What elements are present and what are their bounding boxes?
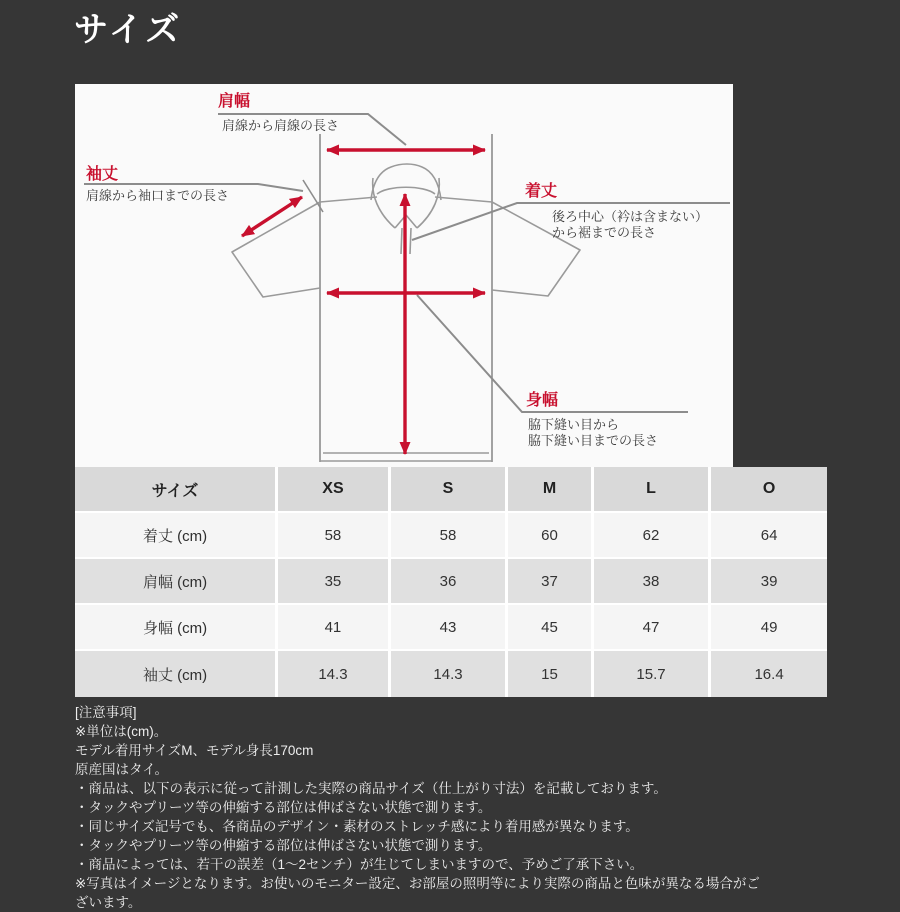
note-line: ・商品によっては、若干の誤差（1〜2センチ）が生じてしまいますので、予めご了承下さい。 <box>75 857 644 872</box>
size-value-cell: 60 <box>508 513 594 559</box>
size-value-cell: 15 <box>508 651 594 697</box>
note-line: ・同じサイズ記号でも、各商品のデザイン・素材のストレッチ感により着用感が異なります。 <box>75 819 639 834</box>
size-value-cell: 39 <box>711 559 827 605</box>
row-label: 肩幅 (cm) <box>75 559 278 605</box>
size-value-cell: 58 <box>278 513 391 559</box>
page-title: サイズ <box>74 11 183 49</box>
col-header-l: L <box>594 467 711 513</box>
note-line: ※単位は(cm)。 <box>75 724 168 739</box>
col-header-o: O <box>711 467 827 513</box>
row-label: 袖丈 (cm) <box>75 651 278 697</box>
desc-body-length: 後ろ中心（衿は含まない） から裾までの長さ <box>552 209 709 240</box>
size-table <box>75 467 827 697</box>
size-value-cell: 14.3 <box>278 651 391 697</box>
col-header-xs: XS <box>278 467 391 513</box>
label-shoulder-width: 肩幅 <box>218 93 251 110</box>
shirt-diagram-graphic <box>75 84 733 467</box>
size-value-cell: 35 <box>278 559 391 605</box>
col-header-s: S <box>391 467 508 513</box>
size-value-cell: 64 <box>711 513 827 559</box>
size-value-cell: 16.4 <box>711 651 827 697</box>
size-value-cell: 37 <box>508 559 594 605</box>
table-row-body-length <box>75 513 827 559</box>
note-line: ・タックやプリーツ等の伸縮する部位は伸ばさない状態で測ります。 <box>75 838 492 853</box>
table-row-sleeve-length <box>75 651 827 697</box>
size-value-cell: 47 <box>594 605 711 651</box>
row-label: 着丈 (cm) <box>75 513 278 559</box>
note-line: ・商品は、以下の表示に従って計測した実際の商品サイズ（仕上がり寸法）を記載しております。 <box>75 781 667 796</box>
desc-sleeve-length: 肩線から袖口までの長さ <box>86 188 230 203</box>
size-value-cell: 45 <box>508 605 594 651</box>
col-header-m: M <box>508 467 594 513</box>
caution-notes <box>75 703 890 912</box>
table-row-body-width <box>75 605 827 651</box>
row-label: 身幅 (cm) <box>75 605 278 651</box>
label-body-width: 身幅 <box>526 392 559 409</box>
size-value-cell: 43 <box>391 605 508 651</box>
note-line: ざいます。 <box>75 895 142 910</box>
table-row-shoulder-width <box>75 559 827 605</box>
note-line: モデル着用サイズM、モデル身長170cm <box>75 743 314 758</box>
size-value-cell: 41 <box>278 605 391 651</box>
desc-body-width: 脇下縫い目から 脇下縫い目までの長さ <box>528 417 659 448</box>
col-header-size: サイズ <box>75 467 278 513</box>
size-value-cell: 62 <box>594 513 711 559</box>
note-line: ※写真はイメージとなります。お使いのモニター設定、お部屋の照明等により実際の商品と色味が異なる場合がご <box>75 876 760 891</box>
desc-shoulder-width: 肩線から肩線の長さ <box>222 118 340 133</box>
label-pointer-lines <box>84 114 730 412</box>
size-value-cell: 14.3 <box>391 651 508 697</box>
label-sleeve-length: 袖丈 <box>86 166 119 183</box>
measurement-diagram <box>75 84 733 467</box>
note-line: [注意事項] <box>75 705 137 720</box>
note-line: 原産国はタイ。 <box>75 762 169 777</box>
label-body-length: 着丈 <box>525 183 558 200</box>
size-value-cell: 58 <box>391 513 508 559</box>
size-value-cell: 36 <box>391 559 508 605</box>
size-value-cell: 38 <box>594 559 711 605</box>
size-value-cell: 49 <box>711 605 827 651</box>
size-value-cell: 15.7 <box>594 651 711 697</box>
measure-arrows <box>242 150 485 454</box>
note-line: ・タックやプリーツ等の伸縮する部位は伸ばさない状態で測ります。 <box>75 800 492 815</box>
size-table-header-row <box>75 467 827 513</box>
